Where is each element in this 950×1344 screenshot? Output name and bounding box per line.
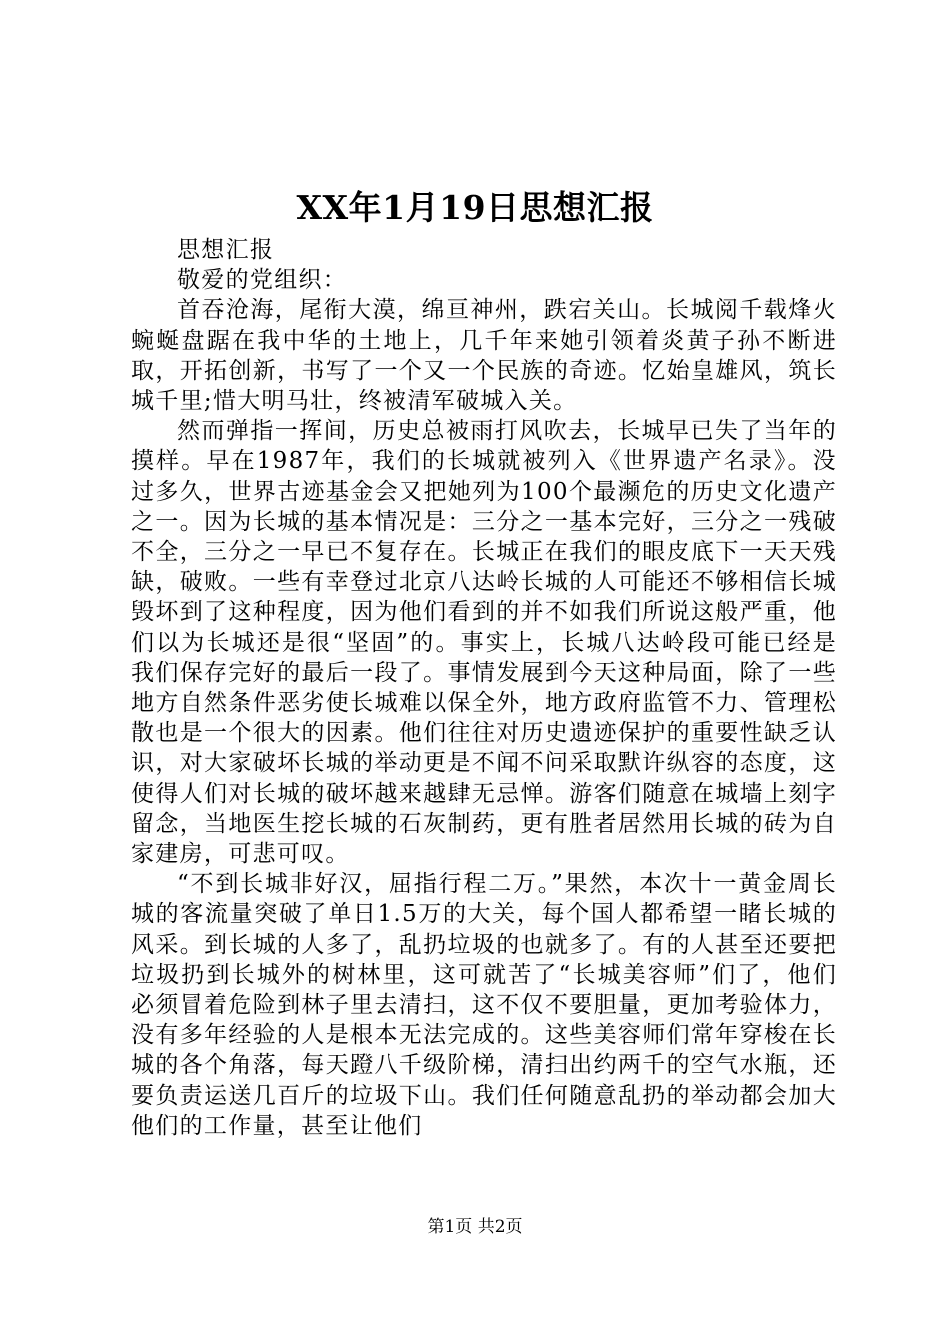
heading-line: 思想汇报: [177, 237, 275, 263]
paragraph-1: 首吞沧海，尾衔大漠，绵亘神州，跌宕关山。长城阅千载烽火蜿蜒盘踞在我中华的土地上，几千年来她引领着炎黄子孙不断进取，开拓创新，书写了一个又一个民族的奇迹。忆始皇雄风，筑长城千里;惜大明马壮，终被清军破城入关。: [131, 297, 837, 415]
document-body: [131, 235, 837, 1141]
salutation-line: 敬爱的党组织：: [177, 267, 348, 294]
page-footer: 第1页 共2页: [427, 1217, 523, 1237]
paragraph-3: “不到长城非好汉，屈指行程二万。”果然，本次十一黄金周长城的客流量突破了单日1.5万的大关，每个国人都希望一睹长城的风采。到长城的人多了，乱扔垃圾的也就多了。有的人甚至还要把垃圾扔到长城外的树林里，这可就苦了“长城美容师”们了，他们必须冒着危险到林子里去清扫，这不仅不要胆量，更加考验体力，没有多年经验的人是根本无法完成的。这些美容师们常年穿梭在长城的各个角落，每天蹬八千级阶梯，清扫出约两千的空气水瓶，还要负责运送几百斤的垃圾下山。我们任何随意乱扔的举动都会加大他们的工作量，甚至让他们: [131, 871, 837, 1139]
document-title: XX年1月19日思想汇报: [296, 188, 654, 227]
paragraph-2: 然而弹指一挥间，历史总被雨打风吹去，长城早已失了当年的摸样。早在1987年，我们的长城就被列入《世界遗产名录》。没过多久，世界古迹基金会又把她列为100个最濒危的历史文化遗产之一。因为长城的基本情况是：三分之一基本完好，三分之一残破不全，三分之一早已不复存在。长城正在我们的眼皮底下一天天残缺，破败。一些有幸登过北京八达岭长城的人可能还不够相信长城毁坏到了这种程度，因为他们看到的并不如我们所说这般严重，他们以为长城还是很“坚固”的。事实上，长城八达岭段可能已经是我们保存完好的最后一段了。事情发展到今天这种局面，除了一些地方自然条件恶劣使长城难以保全外，地方政府监管不力、管理松散也是一个很大的因素。他们往往对历史遗迹保护的重要性缺乏认识，对大家破坏长城的举动更是不闻不问采取默许纵容的态度，这使得人们对长城的破坏越来越肆无忌惮。游客们随意在城墙上刻字留念，当地医生挖长城的石灰制药，更有胜者居然用长城的砖为自家建房，可悲可叹。: [131, 418, 837, 868]
